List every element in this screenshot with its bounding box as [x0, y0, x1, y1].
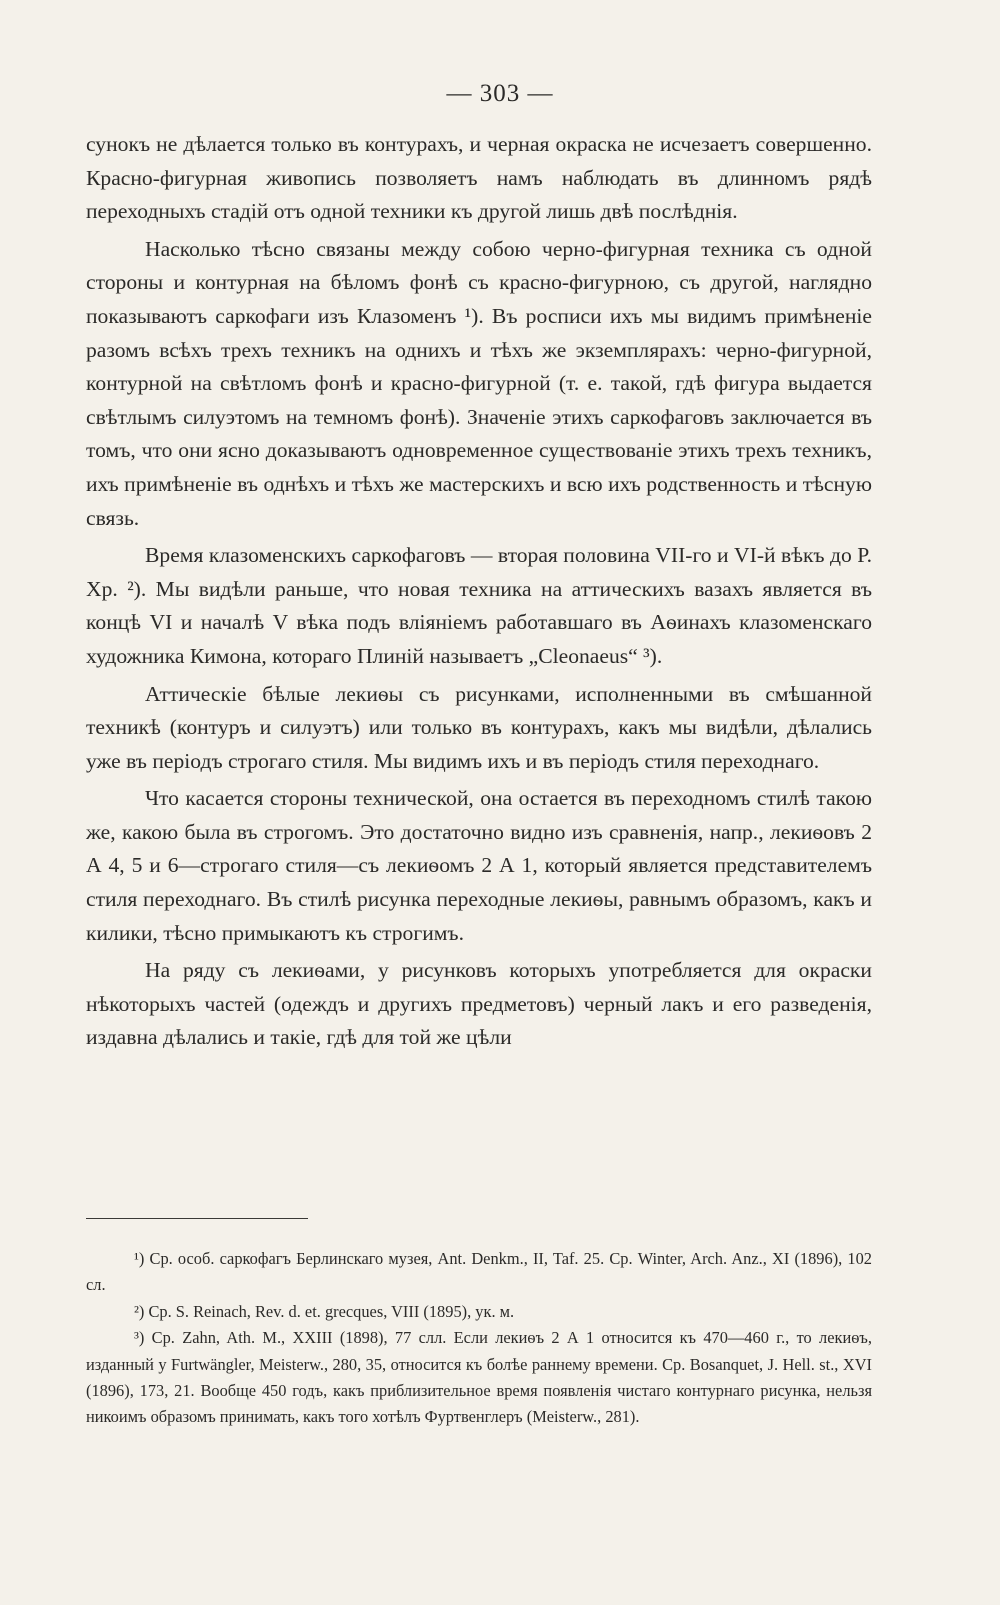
- footnote-2: ²) Ср. S. Reinach, Rev. d. et. grecques, VIII (1895), ук. м.: [134, 1301, 515, 1321]
- paragraph-white-lekythoi: Аттическіе бѣлые лекиѳы съ рисунками, исполненными въ смѣшанной техникѣ (контуръ и силуэтъ) или только въ контурахъ, какъ мы видѣли, дѣлались уже въ періодъ строгаго стиля. Мы видимъ ихъ и въ періодъ стиля переходнаго.: [86, 681, 872, 773]
- footnote-divider: [86, 1218, 308, 1219]
- footnote-1: ¹) Ср. особ. саркофагъ Берлинскаго музея, Ant. Denkm., II, Taf. 25. Ср. Winter, Arch. Anz., XI (1896), 102 сл.: [86, 1249, 872, 1295]
- footnote-3: ³) Ср. Zahn, Ath. M., XXIII (1898), 77 слл. Если лекиѳъ 2 А 1 относится къ 470—460 г., то лекиѳъ, изданный у Furtwängler, Meisterw., 280, 35, относится къ болѣе раннему времени. Ср. Bosanquet, J. Hell. st., XVI (1896), 173, 21. Вообще 450 годъ, какъ приблизительное время появленія чистаго контурнаго рисунка, нельзя никоимъ образомъ принимать, какъ того хотѣлъ Фуртвенглеръ (Meisterw., 281).: [86, 1328, 872, 1427]
- page-number: — 303 —: [446, 80, 554, 107]
- paragraph-technique: Что касается стороны технической, она остается въ переходномъ стилѣ такою же, какою была въ строгомъ. Это достаточно видно изъ сравненія, напр., лекиѳовъ 2 А 4, 5 и 6—строгаго стиля—съ лекиѳомъ 2 А 1, который является представителемъ стиля переходнаго. Въ стилѣ рисунка переходные лекиѳы, равнымъ образомъ, какъ и килики, тѣсно примыкаютъ къ строгимъ.: [86, 786, 872, 945]
- paragraph-dating: Время клазоменскихъ саркофаговъ — вторая половина VII-го и VI-й вѣкъ до Р. Хр. ²). Мы видѣли раньше, что новая техника на аттическихъ вазахъ является въ концѣ VI и началѣ V вѣка подъ вліяніемъ работавшаго въ Аѳинахъ клазоменскаго художника Кимона, котораго Плиній называетъ „Cleonaeus“ ³).: [86, 543, 872, 668]
- paragraph-clazomenae-sarcophagi: Насколько тѣсно связаны между собою черно-фигурная техника съ одной стороны и контурная на бѣломъ фонѣ съ красно-фигурною, съ другой, наглядно показываютъ саркофаги изъ Клазоменъ ¹). Въ росписи ихъ мы видимъ примѣненіе разомъ всѣхъ трехъ техникъ на однихъ и тѣхъ же экземплярахъ: черно-фигурной, контурной на свѣтломъ фонѣ и красно-фигурной (т. е. такой, гдѣ фигура выдается свѣтлымъ силуэтомъ на темномъ фонѣ). Значеніе этихъ саркофаговъ заключается въ томъ, что они ясно доказываютъ одновременное существованіе этихъ трехъ техникъ, ихъ примѣненіе въ однѣхъ и тѣхъ же мастерскихъ и всю ихъ родственность и тѣсную связь.: [86, 236, 872, 530]
- footnotes: [86, 1246, 872, 1431]
- body-text: [86, 128, 872, 1055]
- paragraph-black-glaze: На ряду съ лекиѳами, у рисунковъ которыхъ употребляется для окраски нѣкоторыхъ частей (одеждъ и другихъ предметовъ) черный лакъ и его разведенія, издавна дѣлались и такіе, гдѣ для той же цѣли: [86, 958, 872, 1050]
- paragraph-continuation: сунокъ не дѣлается только въ контурахъ, и черная окраска не исчезаетъ совершенно. Красно-фигурная живопись позволяетъ намъ наблюдать въ длинномъ рядѣ переходныхъ стадій отъ одной техники къ другой лишь двѣ послѣднія.: [86, 132, 872, 224]
